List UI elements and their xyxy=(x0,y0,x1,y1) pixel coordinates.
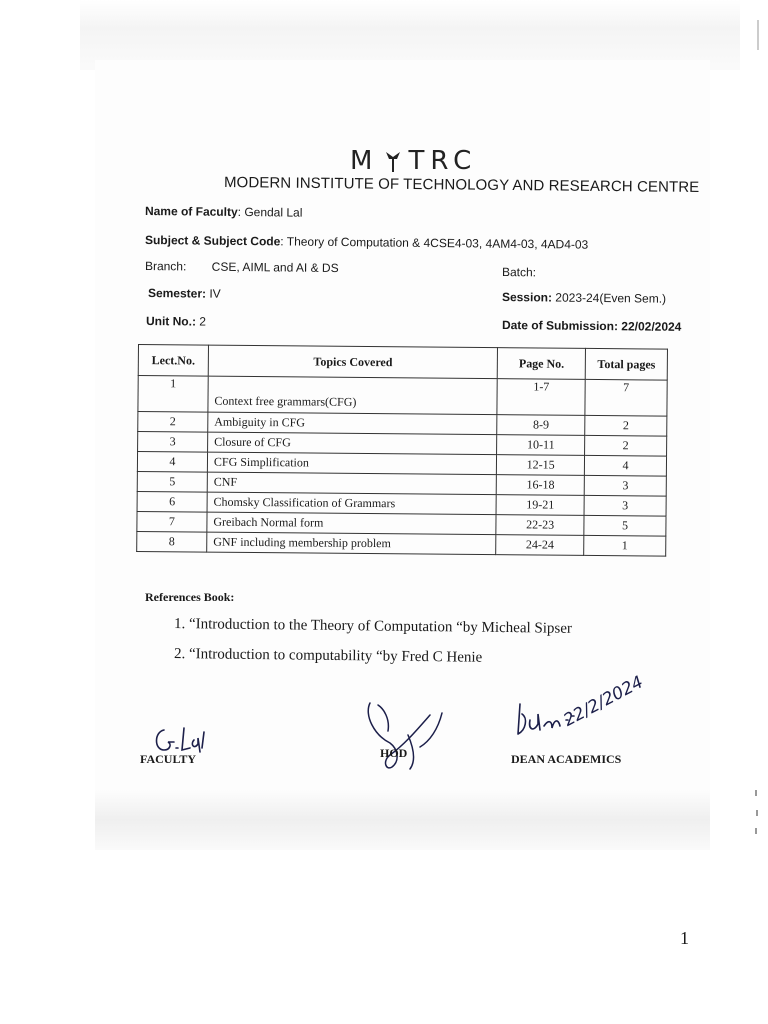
semester-label: Semester: xyxy=(147,286,207,301)
cell-lect: 1 xyxy=(138,376,208,413)
faculty-label: FACULTY xyxy=(140,752,197,766)
dean-label: DEAN ACADEMICS xyxy=(511,752,622,766)
dean-signature-date: 22/2/2024 xyxy=(560,672,647,731)
cell-lect: 6 xyxy=(137,491,207,512)
torch-icon xyxy=(382,148,404,174)
cell-pages: 1-7 xyxy=(497,379,585,416)
hod-label: HOD xyxy=(380,746,408,760)
scan-shadow-bottom xyxy=(95,790,710,850)
cell-total: 5 xyxy=(584,515,666,536)
faculty-value: : Gendal Lal xyxy=(237,204,303,220)
cell-pages: 12-15 xyxy=(497,455,585,476)
header-total-pages: Total pages xyxy=(585,348,667,380)
cell-total: 2 xyxy=(585,415,667,436)
cell-pages: 10-11 xyxy=(497,435,585,456)
institute-name: MODERN INSTITUTE OF TECHNOLOGY AND RESEARCH CENTRE xyxy=(223,174,700,196)
references-title: References Book: xyxy=(145,590,235,604)
faculty-line xyxy=(145,204,303,220)
cell-lect: 3 xyxy=(138,432,208,453)
header-page-no: Page No. xyxy=(498,348,586,380)
cell-pages: 24-24 xyxy=(496,535,584,556)
page-number: 1 xyxy=(680,928,689,948)
cell-total: 2 xyxy=(585,435,667,456)
cell-lect: 7 xyxy=(137,511,207,532)
cell-total: 3 xyxy=(584,495,666,516)
cell-lect: 5 xyxy=(137,471,207,492)
semester-value: IV xyxy=(205,286,221,301)
logo-text-right: TRC xyxy=(408,146,478,176)
reference-item: 2. “Introduction to computability “by Fred C Henie xyxy=(173,646,483,666)
cell-pages: 22-23 xyxy=(496,515,584,536)
cell-pages: 19-21 xyxy=(496,495,584,516)
cell-lect: 8 xyxy=(137,531,207,552)
table-row xyxy=(138,376,667,417)
cell-total: 3 xyxy=(584,475,666,496)
cell-topic: Chomsky Classification of Grammars xyxy=(207,492,497,515)
faculty-label: Name of Faculty xyxy=(144,204,238,219)
table-header-row xyxy=(138,345,667,381)
logo-text-left: M xyxy=(350,146,379,176)
cell-topic: CNF xyxy=(207,472,497,495)
cell-pages: 16-18 xyxy=(496,475,584,496)
header-lect-no: Lect.No. xyxy=(138,345,208,377)
unit-line xyxy=(146,314,206,329)
semester-line xyxy=(148,286,221,301)
subject-label: Subject & Subject Code xyxy=(144,233,281,249)
subject-value: : Theory of Computation & 4CSE4-03, 4AM4-03, 4AD4-03 xyxy=(280,234,589,252)
cell-topic: Context free grammars(CFG) xyxy=(208,376,498,415)
session-label: Session: xyxy=(501,290,553,305)
session-value: 2023-24(Even Sem.) xyxy=(551,290,667,306)
unit-label: Unit No.: xyxy=(145,314,197,329)
institute-logo xyxy=(350,146,500,176)
topics-table xyxy=(136,344,668,557)
batch-label: Batch: xyxy=(501,265,537,280)
branch-value: CSE, AIML and AI & DS xyxy=(211,259,339,276)
cell-lect: 4 xyxy=(137,452,207,473)
submission-date: Date of Submission: 22/02/2024 xyxy=(501,318,682,334)
cell-topic: Ambiguity in CFG xyxy=(208,412,498,435)
cell-pages: 8-9 xyxy=(497,415,585,436)
cell-total: 1 xyxy=(584,535,666,556)
cell-topic: Closure of CFG xyxy=(208,432,498,455)
session-line xyxy=(502,290,666,306)
unit-value: 2 xyxy=(195,314,207,329)
hod-signature xyxy=(360,695,450,775)
header-topics: Topics Covered xyxy=(208,345,498,379)
cell-total: 4 xyxy=(584,455,666,476)
scan-edge-marks xyxy=(750,20,764,840)
branch-label: Branch: xyxy=(144,259,187,274)
reference-item: 1. “Introduction to the Theory of Computation “by Micheal Sipser xyxy=(173,616,573,637)
cell-lect: 2 xyxy=(138,412,208,433)
table-row xyxy=(137,531,666,556)
cell-total: 7 xyxy=(585,379,667,416)
cell-topic: CFG Simplification xyxy=(207,452,497,475)
cell-topic: Greibach Normal form xyxy=(207,512,497,535)
cell-topic: GNF including membership problem xyxy=(207,532,497,555)
branch-line xyxy=(145,259,339,275)
